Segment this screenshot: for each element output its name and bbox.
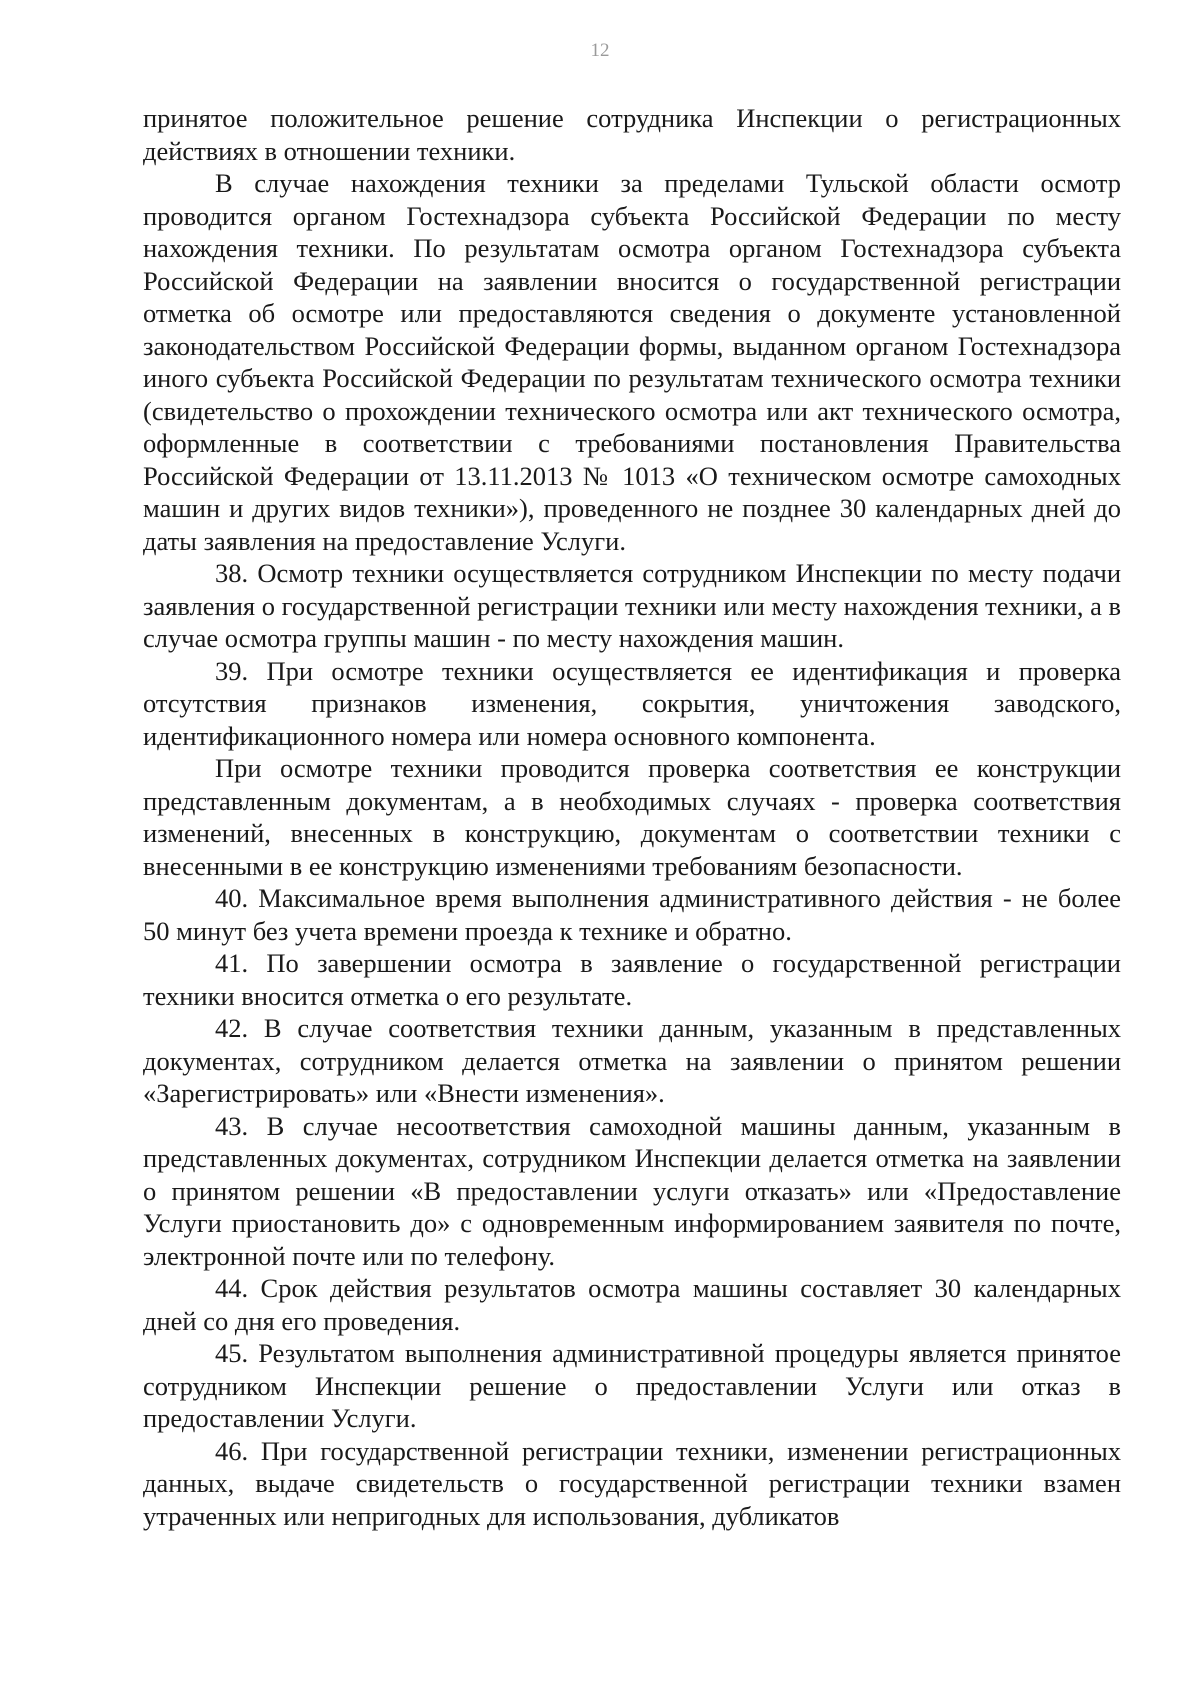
paragraph-design-check: При осмотре техники проводится проверка соответствия ее конструкции представленным документам, а в необходимых случаях - проверка соответствия изменений, внесенных в конструкцию, документам о соответствии техники с внесенными в ее конструкцию изменениями требованиям безопасности. bbox=[143, 753, 1121, 881]
paragraph-item-38: 38. Осмотр техники осуществляется сотрудником Инспекции по месту подачи заявления о государственной регистрации техники или месту нахождения техники, а в случае осмотра группы машин - по месту нахождения машин. bbox=[143, 558, 1121, 653]
paragraph-inspection-outside-region: В случае нахождения техники за пределами Тульской области осмотр проводится органом Гостехнадзора субъекта Российской Федерации по месту нахождения техники. По результатам осмотра органом Гостехнадзора субъекта Российской Федерации на заявлении вносится о государственной регистрации отметка об осмотре или предоставляются сведения о документе установленной законодательством Российской Федерации формы, выданном органом Гостехнадзора иного субъекта Российской Федерации по результатам технического осмотра техники (свидетельство о прохождении технического осмотра или акт технического осмотра, оформленные в соответствии с требованиями постановления Правительства Российской Федерации от 13.11.2013 № 1013 «О техническом осмотре самоходных машин и других видов техники»), проведенного не позднее 30 календарных дней до даты заявления на предоставление Услуги. bbox=[143, 168, 1121, 556]
document-body bbox=[143, 102, 1121, 1532]
paragraph-item-46: 46. При государственной регистрации техники, изменении регистрационных данных, выдаче свидетельств о государственной регистрации техники взамен утраченных или непригодных для использования, дубликатов bbox=[143, 1435, 1121, 1531]
paragraph-item-45: 45. Результатом выполнения административной процедуры является принятое сотрудником Инспекции решение о предоставлении Услуги или отказ в предоставлении Услуги. bbox=[143, 1338, 1121, 1433]
paragraph-item-39: 39. При осмотре техники осуществляется ее идентификация и проверка отсутствия признаков изменения, сокрытия, уничтожения заводского, идентификационного номера или номера основного компонента. bbox=[143, 655, 1121, 751]
paragraph-item-44: 44. Срок действия результатов осмотра машины составляет 30 календарных дней со дня его проведения. bbox=[143, 1273, 1121, 1336]
paragraph-item-41: 41. По завершении осмотра в заявление о государственной регистрации техники вносится отметка о его результате. bbox=[143, 948, 1121, 1011]
paragraph-item-40: 40. Максимальное время выполнения административного действия - не более 50 минут без учета времени проезда к технике и обратно. bbox=[143, 883, 1121, 946]
paragraph-item-43: 43. В случае несоответствия самоходной машины данным, указанным в представленных документах, сотрудником Инспекции делается отметка на заявлении о принятом решении «В предоставлении услуги отказать» или «Предоставление Услуги приостановить до» с одновременным информированием заявителя по почте, электронной почте или по телефону. bbox=[143, 1110, 1121, 1271]
paragraph-continuation: принятое положительное решение сотрудника Инспекции о регистрационных действиях в отношении техники. bbox=[143, 103, 1121, 166]
page-number: 12 bbox=[590, 40, 610, 61]
paragraph-item-42: 42. В случае соответствия техники данным, указанным в представленных документах, сотрудником делается отметка на заявлении о принятом решении «Зарегистрировать» или «Внести изменения». bbox=[143, 1013, 1121, 1108]
